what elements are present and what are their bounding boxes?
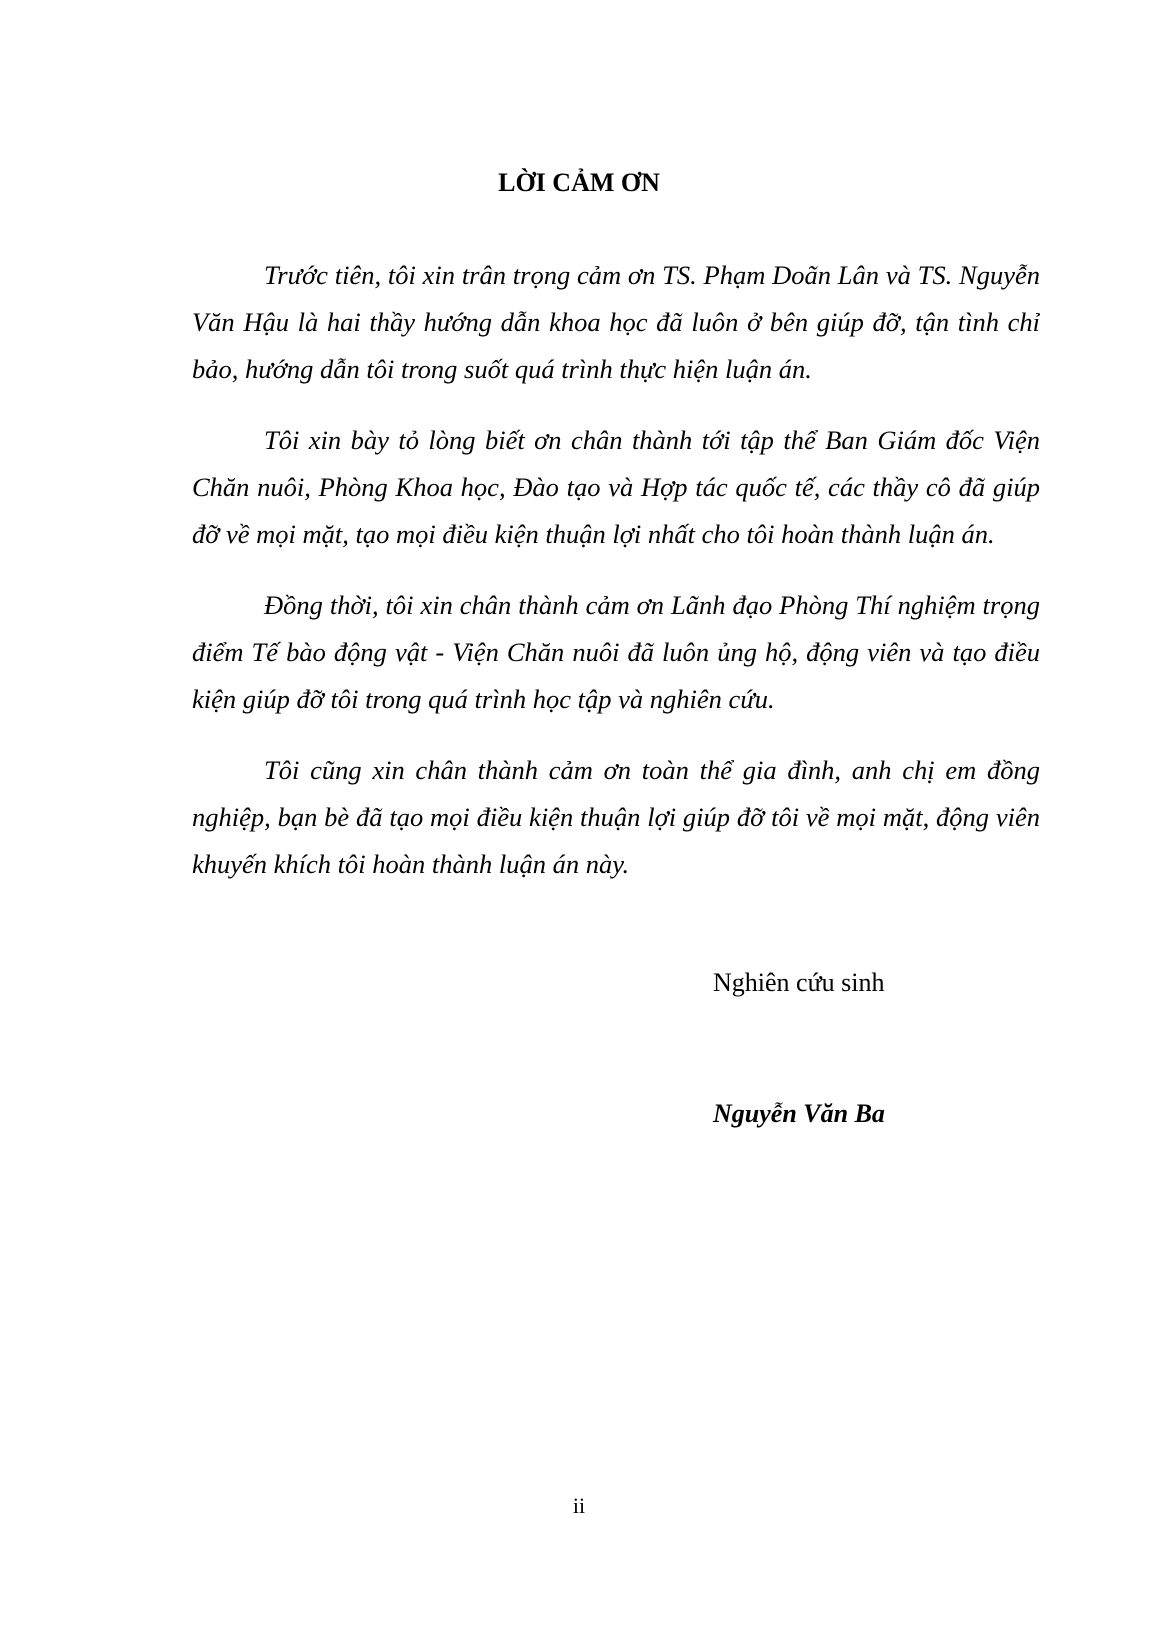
paragraph-2: Tôi xin bày tỏ lòng biết ơn chân thành tới tập thể Ban Giám đốc Viện Chăn nuôi, Phòng Khoa học, Đào tạo và Hợp tác quốc tế, các thầy cô đã giúp đỡ về mọi mặt, tạo mọi điều kiện thuận lợi nhất cho tôi hoàn thành luận án. <box>192 425 1040 549</box>
paragraph-1: Trước tiên, tôi xin trân trọng cảm ơn TS. Phạm Doãn Lân và TS. Nguyễn Văn Hậu là hai thầy hướng dẫn khoa học đã luôn ở bên giúp đỡ, tận tình chỉ bảo, hướng dẫn tôi trong suốt quá trình thực hiện luận án. <box>192 260 1040 384</box>
paragraph-4: Tôi cũng xin chân thành cảm ơn toàn thể gia đình, anh chị em đồng nghiệp, bạn bè đã tạo mọi điều kiện thuận lợi giúp đỡ tôi về mọi mặt, động viên khuyến khích tôi hoàn thành luận án này. <box>192 755 1040 879</box>
signature-name: Nguyễn Văn Ba <box>713 1099 885 1128</box>
paragraph-3: Đồng thời, tôi xin chân thành cảm ơn Lãnh đạo Phòng Thí nghiệm trọng điểm Tế bào động vật - Viện Chăn nuôi đã luôn ủng hộ, động viên và tạo điều kiện giúp đỡ tôi trong quá trình học tập và nghiên cứu. <box>192 590 1040 714</box>
page-number: ii <box>572 1493 586 1518</box>
page-title: LỜI CẢM ƠN <box>498 168 660 197</box>
acknowledgement-body <box>192 252 1040 912</box>
signature-role: Nghiên cứu sinh <box>713 968 885 997</box>
